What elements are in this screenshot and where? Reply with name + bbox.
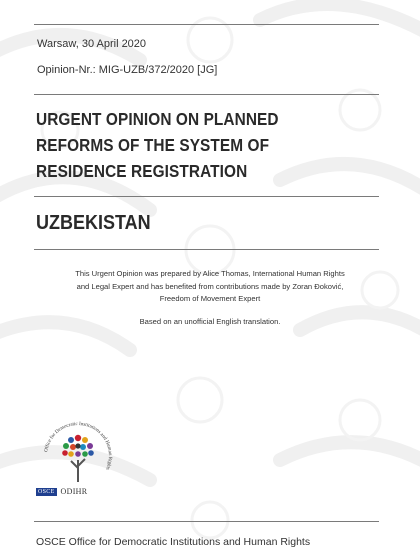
summary-line-2: and Legal Expert and has benefited from contributions made by Zoran Đoković, — [76, 281, 344, 291]
logo-ring-text: Office for Democratic Institutions and Human Rights — [44, 421, 113, 471]
title-line-1: URGENT OPINION ON PLANNED — [36, 109, 279, 129]
summary-line-1: This Urgent Opinion was prepared by Alice Thomas, International Human Rights — [75, 269, 345, 278]
odihr-tree-logo-icon — [38, 416, 118, 496]
document-title — [36, 106, 326, 184]
footer-organization: OSCE Office for Democratic Institutions and Human Rights — [36, 536, 311, 548]
title-line-3: RESIDENCE REGISTRATION — [36, 161, 248, 181]
title-rule — [34, 196, 379, 197]
footer-rule — [34, 521, 379, 522]
odihr-label: ODIHR — [60, 487, 88, 496]
osce-label: OSCE — [38, 488, 55, 495]
country-name: UZBEKISTAN — [36, 212, 151, 234]
translation-note: Based on an unofficial English translation. — [139, 316, 281, 326]
header-rule — [34, 94, 379, 95]
title-line-2: REFORMS OF THE SYSTEM OF — [36, 135, 270, 155]
authorship-statement — [30, 268, 390, 328]
place-date: Warsaw, 30 April 2020 — [37, 38, 147, 50]
logo-wordmark — [36, 487, 87, 496]
country-rule — [34, 249, 379, 250]
summary-line-3: Freedom of Movement Expert — [159, 294, 261, 303]
opinion-number: Opinion-Nr.: MIG-UZB/372/2020 [JG] — [37, 64, 218, 76]
top-rule — [34, 24, 379, 25]
